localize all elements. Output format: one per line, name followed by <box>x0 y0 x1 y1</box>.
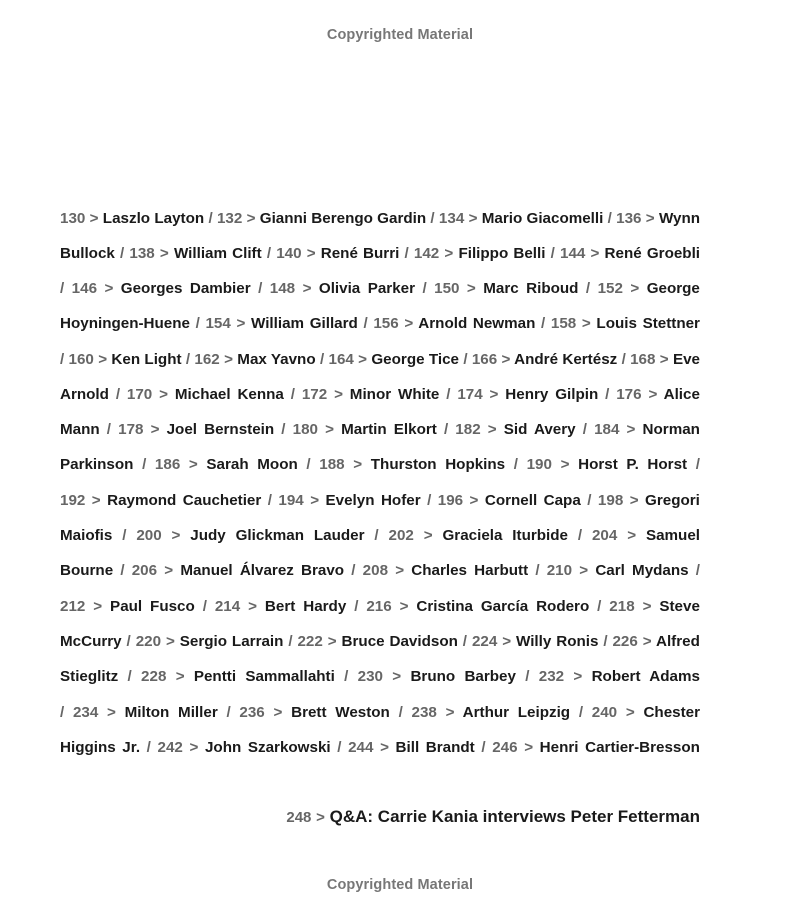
page-number: / 168 <box>621 351 656 368</box>
page-number: / 156 <box>363 315 399 332</box>
separator: > <box>306 245 316 262</box>
photographer-name: Louis Stettner <box>590 315 700 332</box>
toc-line <box>60 632 700 652</box>
photographer-name: Judy Glickman Lauder <box>180 527 365 544</box>
entry-title: Q&A: Carrie Kania interviews Peter Fetterman <box>329 807 700 826</box>
photographer-name: Gregori <box>638 492 700 509</box>
page-number: / 166 <box>463 351 498 368</box>
photographer-name: Laszlo Layton <box>98 210 205 227</box>
photographer-name: Mario Giacomelli <box>477 210 604 227</box>
toc-line <box>60 491 700 511</box>
separator: > <box>380 739 389 756</box>
page-number: / 230 <box>344 668 383 685</box>
separator: > <box>469 492 479 509</box>
toc-line <box>60 244 700 264</box>
separator: > <box>579 562 589 579</box>
separator: > <box>248 598 257 615</box>
photographer-name: Martin Elkort <box>333 421 437 438</box>
photographer-name: Raymond Cauchetier <box>100 492 262 509</box>
page-number: / 144 <box>550 245 586 262</box>
photographer-name: Brett Weston <box>282 704 390 721</box>
page-number: / 154 <box>195 315 231 332</box>
photographer-name: Gianni Berengo Gardin <box>255 210 427 227</box>
separator: > <box>642 633 652 650</box>
photographer-name: Bruce Davidson <box>336 633 458 650</box>
separator: > <box>353 456 363 473</box>
page-number: / 194 <box>267 492 304 509</box>
page-number: / 210 <box>535 562 573 579</box>
page-number: / 162 <box>185 351 220 368</box>
photographer-name: Sergio Larrain <box>174 633 284 650</box>
photographer-name: Willy Ronis <box>511 633 599 650</box>
photographer-name: John Szarkowski <box>198 739 331 756</box>
separator: > <box>159 386 168 403</box>
page-number: / 132 <box>208 210 243 227</box>
toc-line <box>60 526 700 546</box>
page-number: / 184 <box>582 421 620 438</box>
photographer-name: Maiofis <box>60 527 113 544</box>
page-number: / 152 <box>585 280 623 297</box>
page-number: / 214 <box>202 598 241 615</box>
photographer-name: Bullock <box>60 245 115 262</box>
photographer-name: Wynn <box>654 210 701 227</box>
separator: > <box>358 351 368 368</box>
photographer-name: Norman <box>635 421 700 438</box>
photographer-name: William Gillard <box>245 315 358 332</box>
photographer-name: René Groebli <box>599 245 701 262</box>
page-number: / 236 <box>226 704 265 721</box>
page-number: / 142 <box>404 245 440 262</box>
copyright-watermark-bottom: Copyrighted Material <box>326 877 474 893</box>
photographer-name: Cornell Capa <box>478 492 581 509</box>
separator: > <box>466 280 476 297</box>
page-number: / 206 <box>120 562 158 579</box>
photographer-name: Samuel <box>636 527 700 544</box>
page-number: / 138 <box>120 245 155 262</box>
separator: > <box>645 210 655 227</box>
toc-line <box>60 279 700 299</box>
separator: > <box>327 633 337 650</box>
photographer-name: Henry Gilpin <box>498 386 599 403</box>
separator: > <box>423 527 433 544</box>
separator: > <box>224 351 233 368</box>
photographer-name: George Tice <box>367 351 459 368</box>
photographer-name: Robert Adams <box>582 668 700 685</box>
page-number: / 202 <box>374 527 414 544</box>
photographer-name: Marc Riboud <box>475 280 579 297</box>
photographer-name: Henri Cartier-Bresson <box>533 739 700 756</box>
page-number: / 180 <box>281 421 318 438</box>
separator: > <box>246 210 256 227</box>
photographer-name: Steve <box>651 598 700 615</box>
toc-line <box>60 420 700 440</box>
page-number: / 134 <box>430 210 465 227</box>
page-number: / 220 <box>126 633 162 650</box>
separator: > <box>487 421 497 438</box>
separator: > <box>581 315 591 332</box>
separator: > <box>334 386 343 403</box>
page-number: / <box>695 562 701 579</box>
page-number: / 172 <box>290 386 328 403</box>
photographer-name: Bourne <box>60 562 114 579</box>
photographer-name: Sid Avery <box>496 421 576 438</box>
separator: > <box>189 739 199 756</box>
photographer-name: Stieglitz <box>60 668 119 685</box>
photographer-name: Paul Fusco <box>102 598 195 615</box>
page-number: / 148 <box>258 280 296 297</box>
photographer-name: Filippo Belli <box>453 245 546 262</box>
separator: > <box>395 562 405 579</box>
separator: > <box>625 704 635 721</box>
toc-line <box>60 561 700 581</box>
separator: > <box>165 633 175 650</box>
photographer-name: Cristina García Rodero <box>408 598 590 615</box>
photographer-name: Bill Brandt <box>388 739 475 756</box>
page-number: / 150 <box>422 280 460 297</box>
page-number: / 228 <box>127 668 167 685</box>
page-number: / 178 <box>106 421 144 438</box>
toc-line <box>60 597 700 617</box>
photographer-name: Thurston Hopkins <box>362 456 506 473</box>
separator: > <box>98 351 108 368</box>
page-number: / 164 <box>319 351 354 368</box>
toc-line <box>60 738 700 758</box>
toc-line <box>60 350 700 370</box>
separator: > <box>325 421 334 438</box>
photographer-name: Bert Hardy <box>257 598 347 615</box>
separator: > <box>648 386 658 403</box>
separator: > <box>171 527 181 544</box>
photographer-name: Arnold Newman <box>413 315 536 332</box>
separator: > <box>93 598 103 615</box>
separator: > <box>642 598 652 615</box>
toc-line <box>60 209 700 229</box>
page-number: 192 <box>60 492 86 509</box>
page-number: / 208 <box>351 562 389 579</box>
photographer-name: Minor White <box>342 386 440 403</box>
separator: > <box>468 210 478 227</box>
photographer-name: André Kertész <box>510 351 618 368</box>
photographer-name: Arthur Leipzig <box>454 704 571 721</box>
photographer-name: Chester <box>634 704 701 721</box>
separator: > <box>404 315 414 332</box>
photographer-name: Manuel Álvarez Bravo <box>173 562 345 579</box>
separator: > <box>104 280 114 297</box>
separator: > <box>91 492 101 509</box>
page-number: / 232 <box>525 668 565 685</box>
separator: > <box>489 386 499 403</box>
photographer-name: Max Yavno <box>232 351 316 368</box>
separator: > <box>524 739 534 756</box>
photographer-name: Georges Dambier <box>113 280 251 297</box>
photographer-name: Arnold <box>60 386 109 403</box>
separator: > <box>590 245 600 262</box>
page-number: / 160 <box>60 351 94 368</box>
page-number: / 176 <box>605 386 642 403</box>
separator: > <box>445 704 455 721</box>
photographer-name: William Clift <box>168 245 262 262</box>
page-number: 248 <box>286 809 312 826</box>
separator: > <box>626 421 636 438</box>
photographer-name: Parkinson <box>60 456 134 473</box>
page-number: / 234 <box>60 704 99 721</box>
page-number: 130 <box>60 210 86 227</box>
separator: > <box>150 421 160 438</box>
photographer-name: Joel Bernstein <box>159 421 275 438</box>
separator: > <box>89 210 99 227</box>
separator: > <box>236 315 246 332</box>
photographer-name: René Burri <box>315 245 400 262</box>
separator: > <box>627 527 637 544</box>
separator: > <box>159 245 169 262</box>
toc-line <box>60 667 700 687</box>
photographer-name: Alice <box>657 386 700 403</box>
photographer-name: Pentti Sammallahti <box>184 668 335 685</box>
separator: > <box>399 598 409 615</box>
photographer-name: Michael Kenna <box>168 386 284 403</box>
separator: > <box>573 668 583 685</box>
page-number: / 136 <box>607 210 642 227</box>
photographer-name: Bruno Barbey <box>401 668 516 685</box>
separator: > <box>502 633 512 650</box>
photographer-name: Horst P. Horst <box>569 456 688 473</box>
photographer-name: Eve <box>668 351 700 368</box>
page-number: / 240 <box>578 704 618 721</box>
separator: > <box>273 704 283 721</box>
photographer-name: Higgins Jr. <box>60 739 141 756</box>
separator: > <box>629 492 639 509</box>
separator: > <box>316 809 325 826</box>
separator: > <box>310 492 320 509</box>
photographer-name: Ken Light <box>107 351 182 368</box>
toc-line <box>60 703 700 723</box>
separator: > <box>392 668 402 685</box>
photographer-name: Charles Harbutt <box>404 562 529 579</box>
page-number: / 186 <box>142 456 181 473</box>
page-number: / 190 <box>513 456 552 473</box>
page-number: / 244 <box>337 739 374 756</box>
separator: > <box>659 351 669 368</box>
toc-line <box>60 455 700 475</box>
toc-line <box>60 314 700 334</box>
separator: > <box>164 562 174 579</box>
page-number: / 222 <box>288 633 323 650</box>
separator: > <box>560 456 570 473</box>
separator: > <box>302 280 312 297</box>
page-number: / 238 <box>398 704 437 721</box>
page-number: / 146 <box>60 280 98 297</box>
copyright-watermark-top: Copyrighted Material <box>326 27 474 43</box>
photographer-name: Carl Mydans <box>588 562 689 579</box>
page-number: / 246 <box>481 739 518 756</box>
page-number: / 188 <box>306 456 345 473</box>
separator: > <box>107 704 116 721</box>
separator: > <box>188 456 198 473</box>
page-number: / 216 <box>354 598 392 615</box>
photographer-name: Sarah Moon <box>197 456 298 473</box>
page-number: / 158 <box>541 315 577 332</box>
page-number: / 226 <box>603 633 638 650</box>
photographer-name: Evelyn Hofer <box>319 492 421 509</box>
page-number: / 204 <box>577 527 618 544</box>
page-number: / 182 <box>443 421 481 438</box>
separator: > <box>630 280 640 297</box>
photographer-name: Graciela Iturbide <box>432 527 568 544</box>
separator: > <box>444 245 454 262</box>
page-number: / <box>695 456 700 473</box>
photographer-name: McCurry <box>60 633 122 650</box>
toc-line <box>60 385 700 405</box>
page-number: / 140 <box>266 245 302 262</box>
page-number: 212 <box>60 598 86 615</box>
page-number: / 198 <box>587 492 624 509</box>
page-number: / 200 <box>122 527 162 544</box>
page-number: / 224 <box>462 633 498 650</box>
separator: > <box>501 351 511 368</box>
photographer-name: Hoyningen-Huene <box>60 315 190 332</box>
photographer-name: Alfred <box>651 633 700 650</box>
page-number: / 174 <box>446 386 483 403</box>
page-number: / 170 <box>115 386 153 403</box>
photographer-name: Milton Miller <box>115 704 218 721</box>
final-entry <box>286 806 700 829</box>
photographer-name: Olivia Parker <box>311 280 415 297</box>
page-number: / 242 <box>146 739 183 756</box>
page-number: / 218 <box>597 598 635 615</box>
page-number: / 196 <box>427 492 464 509</box>
photographer-name: George <box>639 280 700 297</box>
photographer-name: Mann <box>60 421 100 438</box>
separator: > <box>175 668 185 685</box>
